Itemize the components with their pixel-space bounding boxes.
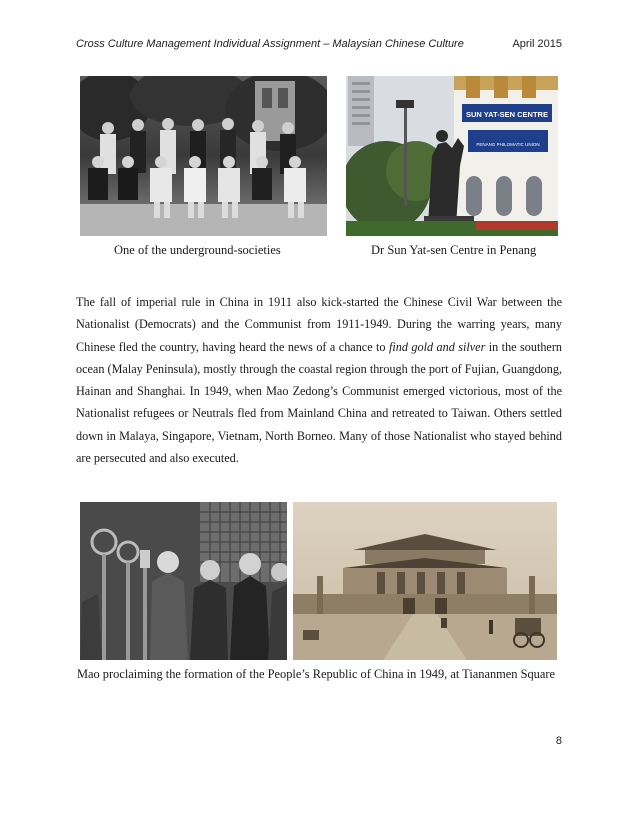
photo-underground-society <box>80 76 327 236</box>
photo-sun-yat-sen-centre <box>346 76 558 236</box>
body-text-part-1: The fall of imperial rule in China in 1911 also kick-started the Chinese Civil War between the Nationalist (Democrats) and the Communist from 1911-1949. During the warring years, many Chinese fled the country, having heard the news of a chance to <box>76 295 562 354</box>
caption-underground-society: One of the underground-societies <box>114 243 281 257</box>
sign-text: SUN YAT-SEN CENTRE <box>466 110 548 119</box>
photo-tiananmen-square <box>293 502 557 660</box>
photo-mao-proclamation <box>80 502 287 660</box>
caption-mao-proclamation: Mao proclaiming the formation of the People’s Republic of China in 1949, at Tiananmen Square <box>77 667 555 681</box>
header-date: April 2015 <box>512 38 562 50</box>
body-emphasis: find gold and silver <box>388 339 486 354</box>
sign-subtext: PENANG PHILOMATIC UNION <box>476 142 540 147</box>
page-number: 8 <box>555 735 562 747</box>
header-title: Cross Culture Management Individual Assignment – Malaysian Chinese Culture <box>76 38 464 50</box>
caption-sun-yat-sen-centre: Dr Sun Yat-sen Centre in Penang <box>371 243 537 257</box>
page-header <box>76 38 562 54</box>
body-paragraph <box>76 291 562 469</box>
body-text-part-2: in the southern ocean (Malay Peninsula), mostly through the coastal region through the port of Fujian, Guangdong, Hainan and Shanghai. In 1949, when Mao Zedong’s Communist emerged victorious, most of the Nationalist refugees or Neutrals fled from Mainland China and retreated to Taiwan. Others settled down in Malaya, Singapore, Vietnam, North Borneo. Many of those Nationalist who stayed behind are persecuted and also executed. <box>76 339 562 466</box>
